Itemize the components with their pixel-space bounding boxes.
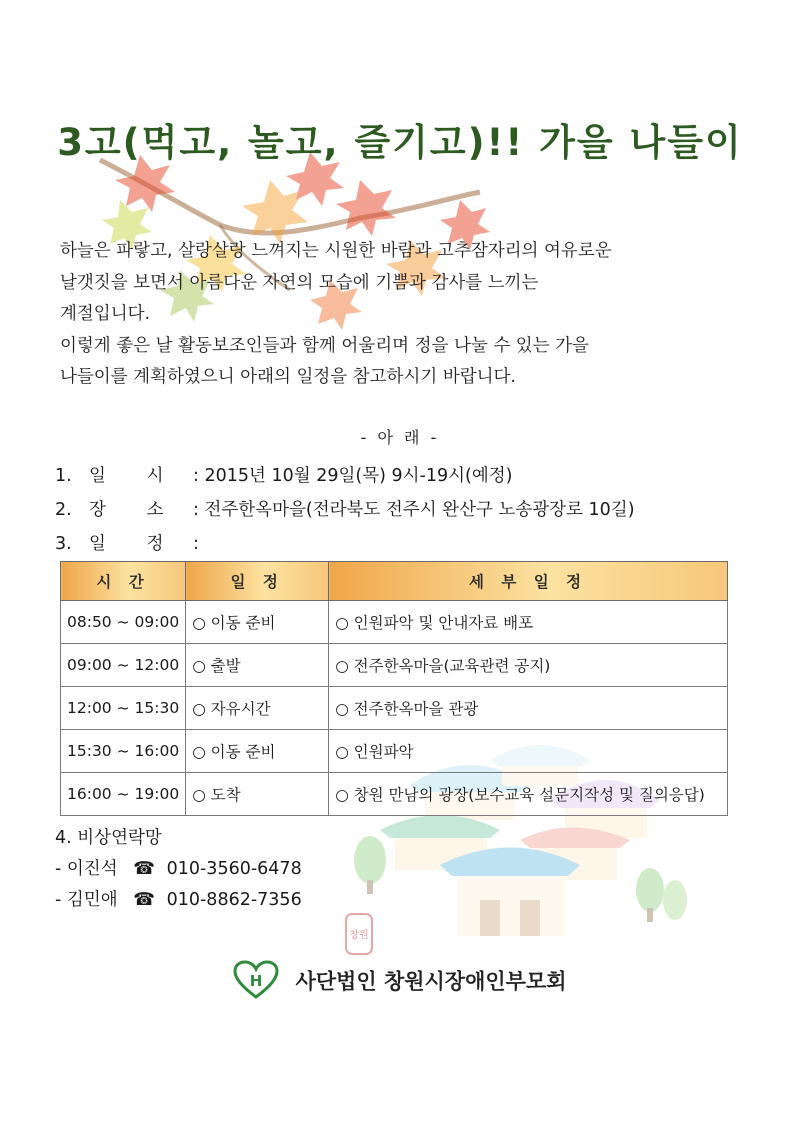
contact-prefix: - bbox=[55, 890, 62, 910]
contact-prefix: - bbox=[55, 859, 62, 879]
contact-phone: 010-8862-7356 bbox=[166, 890, 302, 910]
info-label: 장 소 bbox=[89, 500, 170, 520]
phone-icon: ☎ bbox=[133, 859, 156, 879]
info-label: 일 시 bbox=[89, 466, 170, 486]
time-cell: 15:30 ~ 16:00 bbox=[61, 730, 186, 773]
contact-name: 이진석 bbox=[66, 859, 118, 879]
contact-row bbox=[55, 885, 302, 916]
info-number: 1. bbox=[55, 466, 72, 486]
table-row bbox=[61, 644, 728, 687]
detail-cell: ○ 전주한옥마을(교육관련 공지) bbox=[329, 644, 728, 687]
detail-cell: ○ 인원파악 및 안내자료 배포 bbox=[329, 601, 728, 644]
column-header-detail: 세 부 일 정 bbox=[329, 562, 728, 601]
emergency-contacts bbox=[55, 823, 302, 916]
time-cell: 16:00 ~ 19:00 bbox=[61, 773, 186, 816]
table-row bbox=[61, 601, 728, 644]
time-cell: 12:00 ~ 15:30 bbox=[61, 687, 186, 730]
table-row bbox=[61, 730, 728, 773]
column-header-time: 시 간 bbox=[61, 562, 186, 601]
seal-stamp bbox=[344, 912, 374, 960]
organization-footer bbox=[0, 960, 800, 1005]
contacts-heading: 4. 비상연락망 bbox=[55, 828, 162, 848]
info-number: 2. bbox=[55, 500, 72, 520]
detail-cell: ○ 인원파악 bbox=[329, 730, 728, 773]
intro-line: 날갯짓을 보면서 아름다운 자연의 모습에 기쁨과 감사를 느끼는 bbox=[60, 272, 539, 293]
detail-cell: ○ 전주한옥마을 관광 bbox=[329, 687, 728, 730]
phone-icon: ☎ bbox=[133, 890, 156, 910]
item-cell: ○ 이동 준비 bbox=[186, 601, 329, 644]
table-row bbox=[61, 687, 728, 730]
info-schedule bbox=[55, 530, 199, 555]
organization-name: 사단법인 창원시장애인부모회 bbox=[295, 969, 567, 994]
intro-paragraph bbox=[60, 236, 740, 394]
intro-line: 나들이를 계획하였으니 아래의 일정을 참고하시기 바랍니다. bbox=[60, 367, 516, 387]
time-cell: 08:50 ~ 09:00 bbox=[61, 601, 186, 644]
info-datetime bbox=[55, 462, 513, 487]
intro-line: 계절입니다. bbox=[60, 304, 151, 324]
page-title: 3고(먹고, 놀고, 즐기고)!! 가을 나들이 bbox=[57, 121, 743, 164]
stamp-text: 창원 bbox=[349, 930, 369, 941]
schedule-table bbox=[60, 561, 728, 816]
info-value: : bbox=[193, 534, 199, 554]
logo-text: H bbox=[250, 972, 263, 990]
info-number: 3. bbox=[55, 534, 72, 554]
info-value: : 전주한옥마을(전라북도 전주시 완산구 노송광장로 10길) bbox=[193, 500, 635, 520]
heart-logo-icon bbox=[233, 960, 279, 1005]
table-header-row bbox=[61, 562, 728, 601]
time-cell: 09:00 ~ 12:00 bbox=[61, 644, 186, 687]
intro-line: 하늘은 파랗고, 살랑살랑 느껴지는 시원한 바람과 고추잠자리의 여유로운 bbox=[60, 241, 612, 261]
item-cell: ○ 이동 준비 bbox=[186, 730, 329, 773]
intro-line: 이렇게 좋은 날 활동보조인들과 함께 어울리며 정을 나눌 수 있는 가을 bbox=[60, 335, 589, 356]
item-cell: ○ 출발 bbox=[186, 644, 329, 687]
info-value: : 2015년 10월 29일(목) 9시-19시(예정) bbox=[193, 466, 513, 486]
detail-cell: ○ 창원 만남의 광장(보수교육 설문지작성 및 질의응답) bbox=[329, 773, 728, 816]
contact-row bbox=[55, 854, 302, 885]
contact-phone: 010-3560-6478 bbox=[166, 859, 302, 879]
info-location bbox=[55, 496, 635, 521]
column-header-item: 일 정 bbox=[186, 562, 329, 601]
contact-name: 김민애 bbox=[66, 890, 118, 910]
item-cell: ○ 도착 bbox=[186, 773, 329, 816]
table-row bbox=[61, 773, 728, 816]
section-divider-heading: - 아 래 - bbox=[360, 428, 440, 447]
info-label: 일 정 bbox=[89, 534, 170, 554]
item-cell: ○ 자유시간 bbox=[186, 687, 329, 730]
